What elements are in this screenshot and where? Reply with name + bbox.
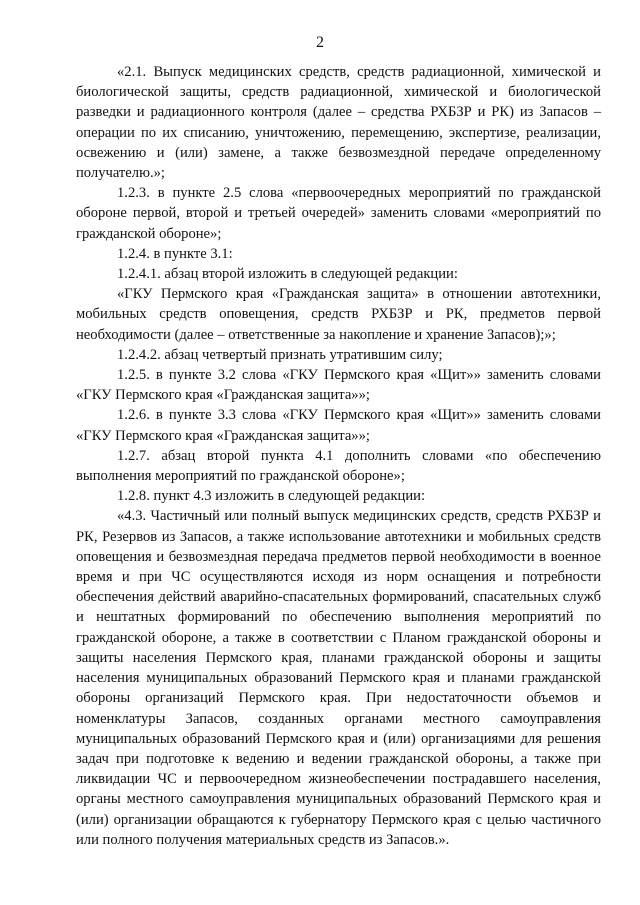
paragraph-1-2-6: 1.2.6. в пункте 3.3 слова «ГКУ Пермского края «Щит»» заменить словами «ГКУ Пермского края «Гражданская защита»»; [76,407,601,444]
paragraph-1-2-4: 1.2.4. в пункте 3.1: [117,245,233,262]
paragraph-1-2-4-2: 1.2.4.2. абзац четвертый признать утратившим силу; [117,346,443,363]
paragraph-1-2-5: 1.2.5. в пункте 3.2 слова «ГКУ Пермского края «Щит»» заменить словами «ГКУ Пермского края «Гражданская защита»»; [76,367,601,404]
paragraph-1-2-7: 1.2.7. абзац второй пункта 4.1 дополнить словами «по обеспечению выполнения мероприятий по гражданской обороне»; [76,447,601,485]
paragraph-1-2-3: 1.2.3. в пункте 2.5 слова «первоочередных мероприятий по гражданской обороне первой, второй и третьей очередей» заменить словами «мероприятий по гражданской обороне»; [76,185,601,242]
paragraph-1-2-8: 1.2.8. пункт 4.3 изложить в следующей редакции: [117,488,426,505]
paragraph-1-2-4-1: 1.2.4.1. абзац второй изложить в следующей редакции: [117,266,458,283]
paragraph-2-1-release-of-supplies: «2.1. Выпуск медицинских средств, средств радиационной, химической и биологической защиты, средств радиационной, химической и биологической разведки и радиационного контроля (далее – средства РХБЗР и РК) из Запасов – операции по их списанию, уничтожению, перемещению, экспертизе, реализации, освежению и (или) замене, а также безвозмездной передаче определенному получателю.»; [76,64,601,182]
paragraph-4-3-release-and-use: «4.3. Частичный или полный выпуск медицинских средств, средств РХБЗР и РК, Резервов из Запасов, а также использование автотехники и мобильных средств оповещения и безвозмездная передача предметов первой необходимости в военное время и при ЧС осуществляются исходя из норм оснащения и потребности обеспечения действий аварийно-спасательных формирований, спасательных служб и нештатных формирований по обеспечению выполнения мероприятий по гражданской обороне, а также в соответствии с Планом гражданской обороны и защиты населения Пермского края, планами гражданской обороны и защиты населения муниципальных образований Пермского края и планами гражданской обороны организаций Пермского края. При недостаточности объемов и номенклатуры Запасов, созданных органами местного самоуправления муниципальных образований Пермского края и (или) организациями для решения задач при подготовке к ведению и ведении гражданской обороны, а также при ликвидации ЧС и первоочередном жизнеобеспечении пострадавшего населения, органы местного самоуправления муниципальных образований Пермского края и (или) организации обращаются к губернатору Пермского края с целью частичного или полного получения материальных средств из Запасов.». [76,508,601,848]
page-number: 2 [316,34,324,51]
document-body [76,62,601,850]
paragraph-quoted-gku-civil-protection: «ГКУ Пермского края «Гражданская защита» в отношении автотехники, мобильных средств оповещения, средств РХБЗР и РК, предметов первой необходимости (далее – ответственные за накопление и хранение Запасов);»; [76,286,601,343]
